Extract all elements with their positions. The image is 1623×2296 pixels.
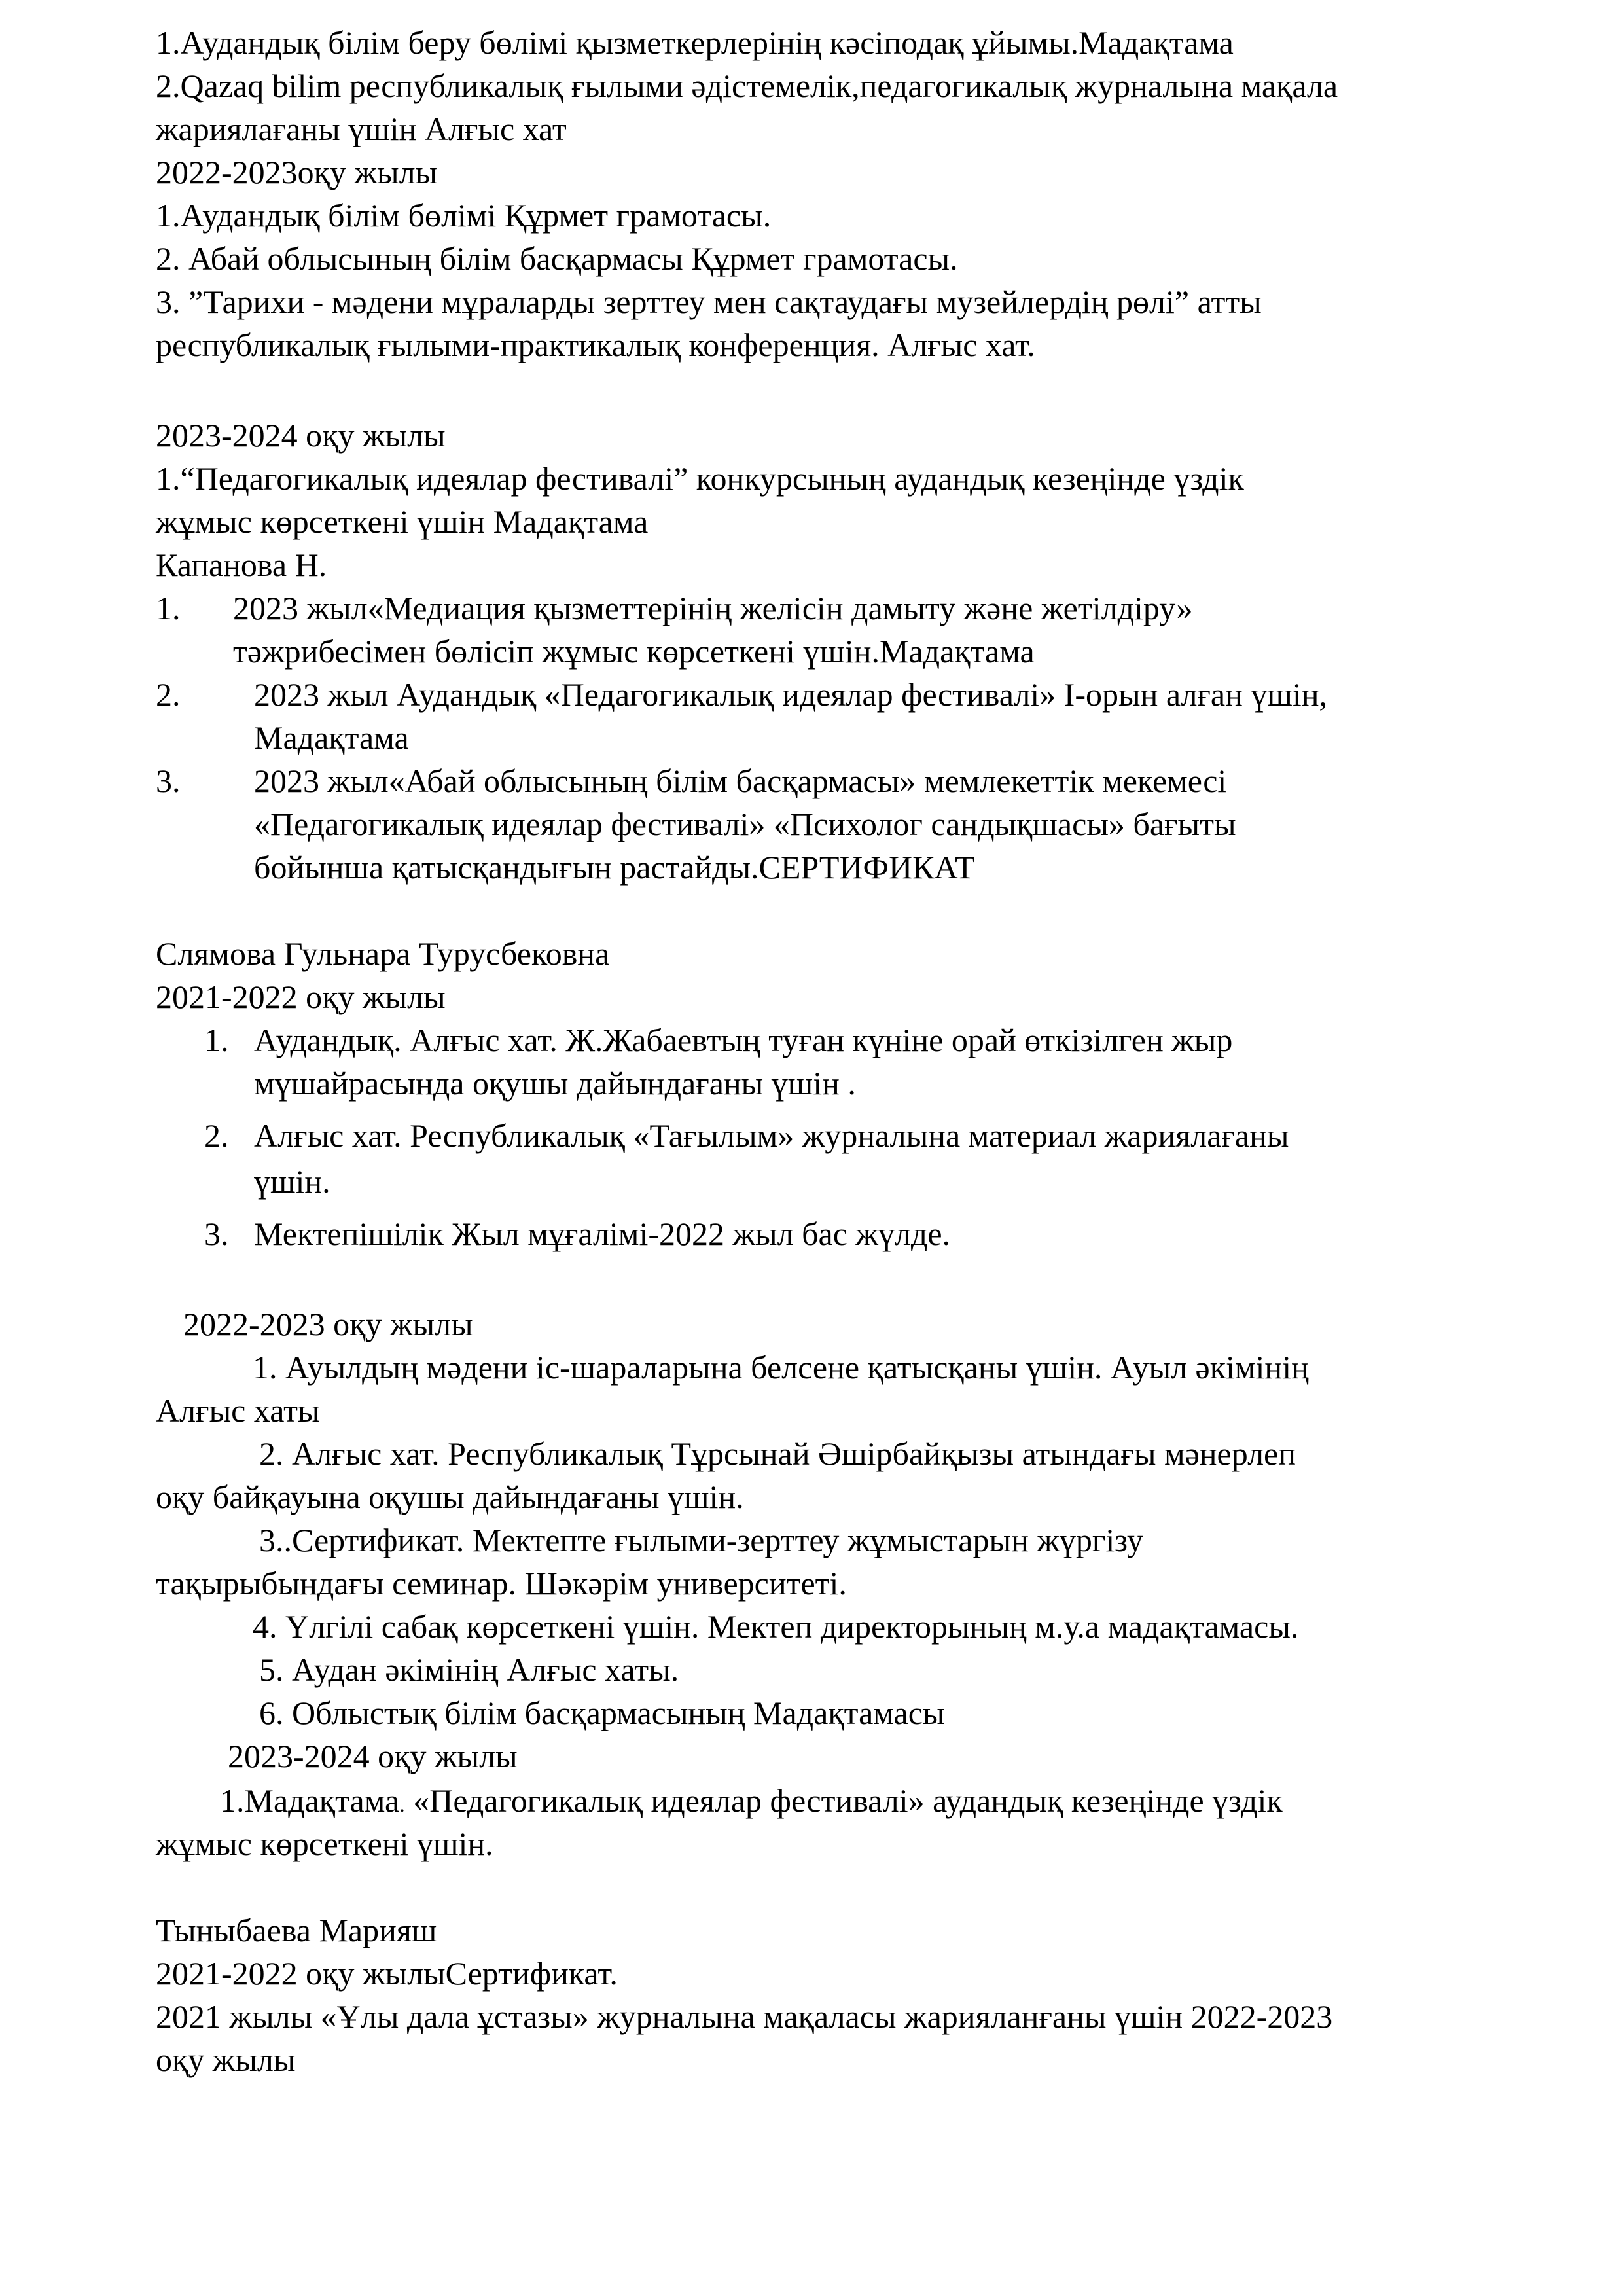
list-item: 4. Үлгілі сабақ көрсеткені үшін. Мектеп директорының м.у.а мадақтамасы.: [253, 1608, 1299, 1645]
person-name: Слямова Гульнара Турусбековна: [156, 935, 610, 972]
text-line: 2021 жылы «Ұлы дала ұстазы» журналына мақаласы жарияланғаны үшін 2022-2023: [156, 1998, 1333, 2035]
year-heading: 2023-2024 оқу жылы: [156, 417, 446, 454]
list-item: оқу байқауына оқушы дайындағаны үшін.: [156, 1479, 744, 1515]
list-item: жұмыс көрсеткені үшін.: [156, 1825, 493, 1862]
text-line: 2. Абай облысының білім басқармасы Құрмет грамотасы.: [156, 240, 958, 277]
year-heading: 2021-2022 оқу жылы: [156, 978, 446, 1015]
award-label: 1.Мадақтама: [220, 1782, 400, 1819]
text-line: 1.Аудандық білім беру бөлімі қызметкерлерінің кәсіподақ ұйымы.Мадақтама: [156, 24, 1234, 61]
list-item: 2023 жыл«Абай облысының білім басқармасы» мемлекеттік мекемесі: [254, 762, 1227, 799]
list-number: 3.: [204, 1215, 229, 1252]
text-line: республикалық ғылыми-практикалық конференция. Алғыс хат.: [156, 327, 1035, 363]
list-number: 3.: [156, 762, 181, 799]
list-item: тәжрибесімен бөлісіп жұмыс көрсеткені үшін.Мадақтама: [233, 633, 1035, 670]
text-line: 2021-2022 оқу жылыСертификат.: [156, 1955, 618, 1992]
text-line: жұмыс көрсеткені үшін Мадақтама: [156, 503, 649, 540]
list-item: 3..Сертификат. Мектепте ғылыми-зерттеу жұмыстарын жүргізу: [259, 1522, 1144, 1558]
year-heading: 2022-2023оқу жылы: [156, 154, 438, 190]
list-item: 2. Алғыс хат. Республикалық Тұрсынай Әшірбайқызы атындағы мәнерлеп: [259, 1435, 1296, 1472]
text-line: оқу жылы: [156, 2041, 296, 2078]
list-item: тақырыбындағы семинар. Шәкәрім университеті.: [156, 1565, 847, 1602]
person-name: Тыныбаева Марияш: [156, 1912, 437, 1948]
text-line: 1.Аудандық білім бөлімі Құрмет грамотасы.: [156, 197, 772, 234]
list-number: 1.: [156, 590, 181, 626]
list-number: 1.: [204, 1022, 229, 1058]
list-item: бойынша қатысқандығын растайды.СЕРТИФИКАТ: [254, 849, 975, 886]
list-item: 2023 жыл«Медиация қызметтерінің желісін дамыту және жетілдіру»: [233, 590, 1193, 626]
list-item: [220, 1779, 1283, 1827]
text-line: 2.Qazaq bilim республикалық ғылыми әдістемелік,педагогикалық журналына мақала: [156, 67, 1338, 104]
small-dot: .: [399, 1793, 405, 1817]
list-item: мүшайрасында оқушы дайындағаны үшін .: [254, 1065, 856, 1102]
award-text: «Педагогикалық идеялар фестивалі» аудандық кезеңінде үздік: [404, 1782, 1283, 1819]
list-item: үшін.: [254, 1163, 330, 1200]
list-item: Мектепішілік Жыл мұғалімі-2022 жыл бас жүлде.: [254, 1215, 951, 1252]
list-item: Аудандық. Алғыс хат. Ж.Жабаевтың туған күніне орай өткізілген жыр: [254, 1022, 1233, 1058]
list-item: Алғыс хаты: [156, 1392, 320, 1429]
list-item: 5. Аудан әкімінің Алғыс хаты.: [259, 1651, 679, 1688]
year-heading: 2023-2024 оқу жылы: [228, 1738, 518, 1774]
list-number: 2.: [204, 1117, 229, 1154]
person-name: Капанова Н.: [156, 547, 327, 583]
text-line: 1.“Педагогикалық идеялар фестивалі” конкурсының аудандық кезеңінде үздік: [156, 460, 1244, 497]
text-line: 3. ”Тарихи - мәдени мұраларды зерттеу мен сақтаудағы музейлердің рөлі” атты: [156, 283, 1262, 320]
year-heading: 2022-2023 оқу жылы: [183, 1306, 473, 1342]
list-number: 2.: [156, 676, 181, 713]
list-item: Алғыс хат. Республикалық «Тағылым» журналына материал жариялағаны: [254, 1117, 1289, 1154]
list-item: 6. Облыстық білім басқармасының Мадақтамасы: [259, 1695, 945, 1731]
list-item: 1. Ауылдың мәдени іс-шараларына белсене қатысқаны үшін. Ауыл әкімінің: [253, 1349, 1309, 1386]
list-item: «Педагогикалық идеялар фестивалі» «Психолог сандықшасы» бағыты: [254, 806, 1236, 842]
list-item: 2023 жыл Аудандық «Педагогикалық идеялар фестивалі» І-орын алған үшін,: [254, 676, 1328, 713]
text-line: жариялағаны үшін Алғыс хат: [156, 111, 567, 147]
list-item: Мадақтама: [254, 719, 409, 756]
